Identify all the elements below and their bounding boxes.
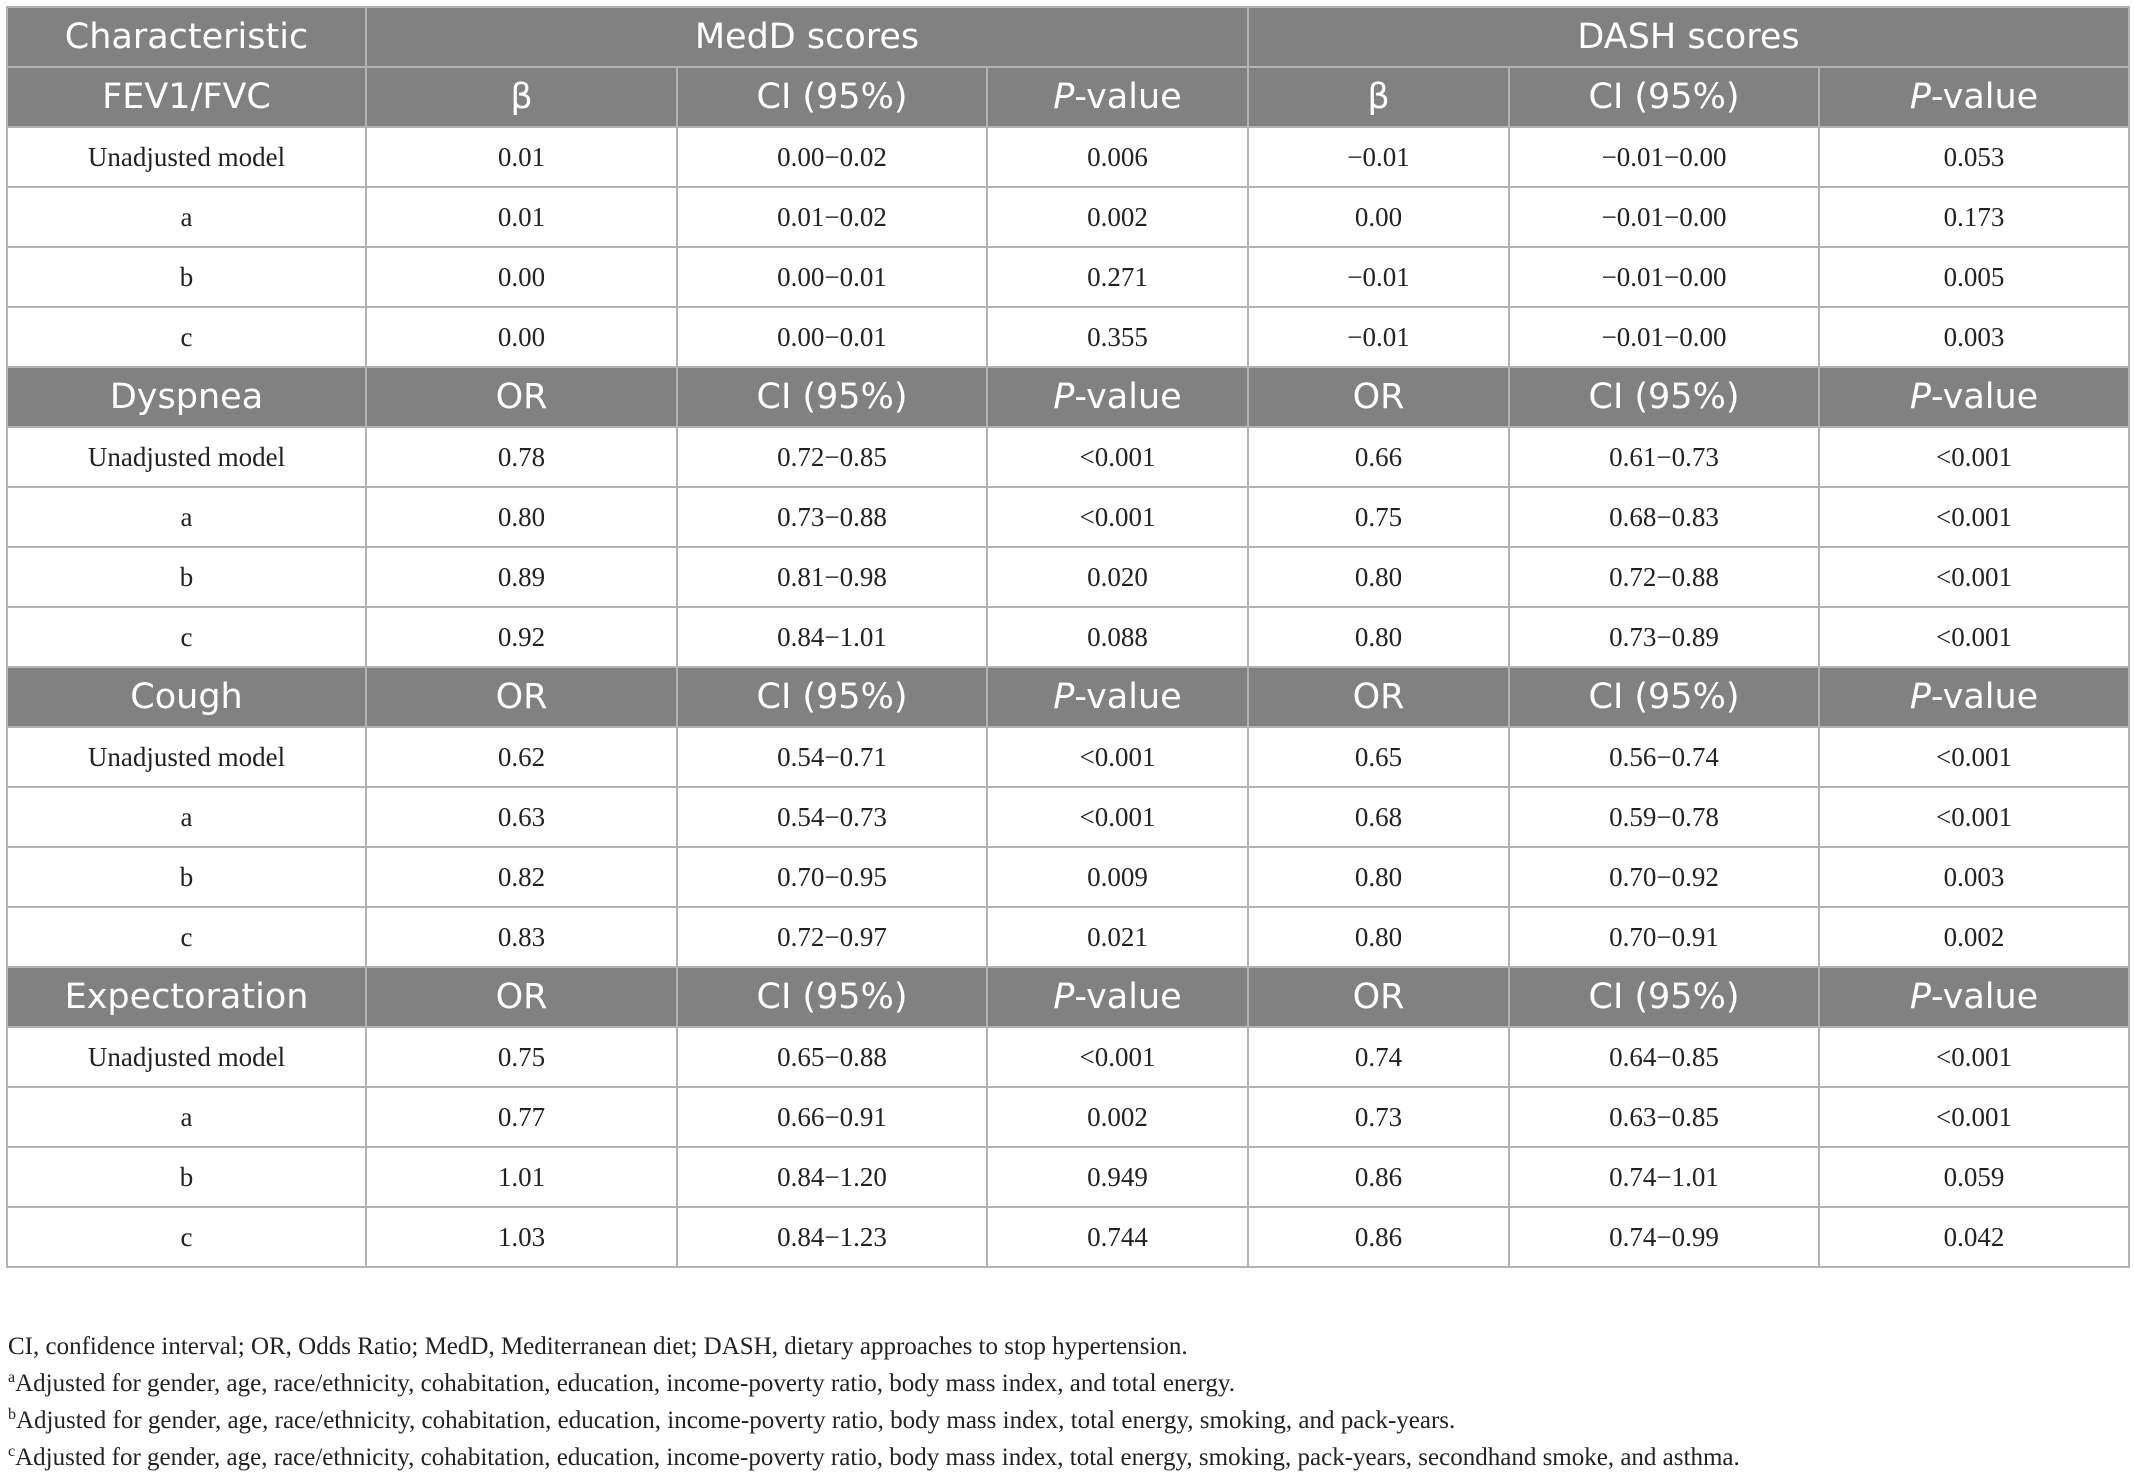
table-row — [7, 1087, 2129, 1147]
dash-ci: 0.68−0.83 — [1509, 487, 1819, 547]
dash-pvalue: 0.002 — [1819, 907, 2129, 967]
medd-pvalue-header — [987, 667, 1248, 727]
dash-estimate: 0.86 — [1248, 1147, 1509, 1207]
medd-ci: 0.84−1.23 — [677, 1207, 987, 1267]
dash-pvalue: 0.059 — [1819, 1147, 2129, 1207]
table-row — [7, 187, 2129, 247]
medd-ci: 0.84−1.20 — [677, 1147, 987, 1207]
p-letter: P — [1909, 77, 1931, 117]
footnote-mark: c — [8, 1443, 16, 1460]
footnote — [8, 1328, 2118, 1365]
medd-estimate: 0.00 — [366, 247, 677, 307]
dash-estimate: 0.66 — [1248, 427, 1509, 487]
medd-estimate: 0.01 — [366, 127, 677, 187]
dash-estimate: 0.74 — [1248, 1027, 1509, 1087]
medd-estimate: 0.78 — [366, 427, 677, 487]
medd-ci: 0.66−0.91 — [677, 1087, 987, 1147]
dash-ci: 0.59−0.78 — [1509, 787, 1819, 847]
footnote — [8, 1365, 2118, 1402]
footnote-text: Adjusted for gender, age, race/ethnicity, cohabitation, education, income-poverty ratio, body mass index, total energy, smoking, and pack-years. — [16, 1407, 1456, 1434]
medd-pvalue: 0.355 — [987, 307, 1248, 367]
dash-effect-header: OR — [1248, 967, 1509, 1027]
medd-pvalue: 0.006 — [987, 127, 1248, 187]
p-letter: P — [1909, 677, 1931, 717]
medd-estimate: 0.80 — [366, 487, 677, 547]
medd-pvalue: 0.002 — [987, 187, 1248, 247]
p-suffix: -value — [1074, 77, 1182, 117]
p-letter: P — [1053, 77, 1075, 117]
dash-ci: 0.74−1.01 — [1509, 1147, 1819, 1207]
dash-pvalue-header — [1819, 667, 2129, 727]
section-label: Expectoration — [7, 967, 366, 1027]
p-letter: P — [1909, 377, 1931, 417]
dash-ci: 0.70−0.91 — [1509, 907, 1819, 967]
table-row — [7, 1207, 2129, 1267]
p-suffix: -value — [1930, 677, 2039, 717]
dash-pvalue: <0.001 — [1819, 487, 2129, 547]
model-label: a — [7, 487, 366, 547]
medd-pvalue: 0.021 — [987, 907, 1248, 967]
dash-estimate: −0.01 — [1248, 307, 1509, 367]
footnote-mark: a — [8, 1369, 16, 1386]
medd-effect-header: OR — [366, 667, 677, 727]
dash-pvalue: <0.001 — [1819, 1027, 2129, 1087]
medd-ci-header: CI (95%) — [677, 67, 987, 127]
medd-ci: 0.73−0.88 — [677, 487, 987, 547]
table-row — [7, 787, 2129, 847]
table-row — [7, 487, 2129, 547]
footnote — [8, 1439, 2118, 1476]
medd-pvalue: 0.088 — [987, 607, 1248, 667]
dash-pvalue: <0.001 — [1819, 787, 2129, 847]
dash-estimate: 0.65 — [1248, 727, 1509, 787]
medd-estimate: 0.92 — [366, 607, 677, 667]
section-label: Cough — [7, 667, 366, 727]
dash-pvalue: 0.042 — [1819, 1207, 2129, 1267]
model-label: b — [7, 547, 366, 607]
medd-estimate: 0.00 — [366, 307, 677, 367]
section-header-row — [7, 967, 2129, 1027]
medd-pvalue: <0.001 — [987, 487, 1248, 547]
medd-ci: 0.00−0.02 — [677, 127, 987, 187]
medd-estimate: 0.75 — [366, 1027, 677, 1087]
dash-ci: −0.01−0.00 — [1509, 247, 1819, 307]
dash-estimate: 0.86 — [1248, 1207, 1509, 1267]
table-row — [7, 247, 2129, 307]
dash-ci: 0.70−0.92 — [1509, 847, 1819, 907]
medd-ci: 0.00−0.01 — [677, 307, 987, 367]
header-characteristic: Characteristic — [7, 7, 366, 67]
dash-pvalue: <0.001 — [1819, 607, 2129, 667]
header-dash-scores: DASH scores — [1248, 7, 2129, 67]
dash-estimate: 0.80 — [1248, 847, 1509, 907]
model-label: Unadjusted model — [7, 1027, 366, 1087]
medd-estimate: 0.89 — [366, 547, 677, 607]
table-row — [7, 907, 2129, 967]
table-row — [7, 1027, 2129, 1087]
medd-ci: 0.81−0.98 — [677, 547, 987, 607]
medd-pvalue: 0.009 — [987, 847, 1248, 907]
dash-pvalue: 0.005 — [1819, 247, 2129, 307]
medd-pvalue: 0.744 — [987, 1207, 1248, 1267]
medd-ci: 0.84−1.01 — [677, 607, 987, 667]
model-label: b — [7, 247, 366, 307]
section-header-row — [7, 667, 2129, 727]
table-row — [7, 727, 2129, 787]
dash-pvalue: 0.003 — [1819, 847, 2129, 907]
dash-estimate: 0.80 — [1248, 607, 1509, 667]
medd-ci: 0.54−0.73 — [677, 787, 987, 847]
dash-estimate: 0.68 — [1248, 787, 1509, 847]
medd-pvalue-header — [987, 967, 1248, 1027]
section-header-row — [7, 67, 2129, 127]
medd-pvalue: <0.001 — [987, 1027, 1248, 1087]
dash-estimate: 0.73 — [1248, 1087, 1509, 1147]
model-label: a — [7, 1087, 366, 1147]
model-label: c — [7, 307, 366, 367]
section-label: FEV1/FVC — [7, 67, 366, 127]
footnote — [8, 1402, 2118, 1439]
footnote-text: Adjusted for gender, age, race/ethnicity, cohabitation, education, income-poverty ratio, body mass index, and total energy. — [15, 1370, 1236, 1397]
medd-ci: 0.72−0.85 — [677, 427, 987, 487]
p-letter: P — [1053, 977, 1075, 1017]
medd-effect-header: OR — [366, 967, 677, 1027]
medd-pvalue: <0.001 — [987, 787, 1248, 847]
medd-estimate: 1.03 — [366, 1207, 677, 1267]
model-label: Unadjusted model — [7, 727, 366, 787]
dash-pvalue: <0.001 — [1819, 427, 2129, 487]
model-label: c — [7, 1207, 366, 1267]
medd-estimate: 0.83 — [366, 907, 677, 967]
p-letter: P — [1053, 377, 1075, 417]
model-label: Unadjusted model — [7, 427, 366, 487]
dash-ci-header: CI (95%) — [1509, 667, 1819, 727]
dash-estimate: −0.01 — [1248, 127, 1509, 187]
medd-ci: 0.54−0.71 — [677, 727, 987, 787]
dash-ci: 0.64−0.85 — [1509, 1027, 1819, 1087]
dash-ci: −0.01−0.00 — [1509, 187, 1819, 247]
medd-pvalue: 0.271 — [987, 247, 1248, 307]
dash-estimate: 0.75 — [1248, 487, 1509, 547]
table-row — [7, 847, 2129, 907]
dash-pvalue: 0.053 — [1819, 127, 2129, 187]
table-row — [7, 427, 2129, 487]
dash-pvalue-header — [1819, 67, 2129, 127]
dash-ci: 0.74−0.99 — [1509, 1207, 1819, 1267]
medd-ci: 0.70−0.95 — [677, 847, 987, 907]
dash-ci: 0.61−0.73 — [1509, 427, 1819, 487]
footnote-text: CI, confidence interval; OR, Odds Ratio; MedD, Mediterranean diet; DASH, dietary approaches to stop hypertension. — [8, 1333, 1188, 1360]
medd-estimate: 0.77 — [366, 1087, 677, 1147]
medd-pvalue: 0.020 — [987, 547, 1248, 607]
medd-estimate: 0.01 — [366, 187, 677, 247]
p-suffix: -value — [1074, 377, 1182, 417]
table-row — [7, 127, 2129, 187]
medd-ci: 0.00−0.01 — [677, 247, 987, 307]
model-label: a — [7, 187, 366, 247]
table-top-header — [7, 7, 2129, 67]
medd-pvalue: <0.001 — [987, 727, 1248, 787]
p-suffix: -value — [1930, 377, 2039, 417]
dash-ci: −0.01−0.00 — [1509, 307, 1819, 367]
table-row — [7, 1147, 2129, 1207]
dash-ci: 0.73−0.89 — [1509, 607, 1819, 667]
table-footnotes — [8, 1328, 2118, 1476]
dash-estimate: −0.01 — [1248, 247, 1509, 307]
model-label: b — [7, 847, 366, 907]
results-table — [6, 6, 2130, 1268]
model-label: c — [7, 907, 366, 967]
dash-ci: 0.56−0.74 — [1509, 727, 1819, 787]
medd-effect-header: OR — [366, 367, 677, 427]
p-letter: P — [1053, 677, 1075, 717]
dash-ci-header: CI (95%) — [1509, 67, 1819, 127]
dash-ci-header: CI (95%) — [1509, 967, 1819, 1027]
medd-estimate: 0.63 — [366, 787, 677, 847]
dash-pvalue-header — [1819, 367, 2129, 427]
dash-pvalue: <0.001 — [1819, 727, 2129, 787]
medd-ci-header: CI (95%) — [677, 667, 987, 727]
medd-estimate: 1.01 — [366, 1147, 677, 1207]
model-label: a — [7, 787, 366, 847]
dash-ci: 0.72−0.88 — [1509, 547, 1819, 607]
dash-effect-header: β — [1248, 67, 1509, 127]
dash-ci: −0.01−0.00 — [1509, 127, 1819, 187]
footnote-text: Adjusted for gender, age, race/ethnicity, cohabitation, education, income-poverty ratio, body mass index, total energy, smoking, pack-years, secondhand smoke, and asthma. — [15, 1444, 1740, 1471]
model-label: c — [7, 607, 366, 667]
p-suffix: -value — [1930, 77, 2039, 117]
dash-pvalue: <0.001 — [1819, 547, 2129, 607]
dash-estimate: 0.80 — [1248, 907, 1509, 967]
header-medd-scores: MedD scores — [366, 7, 1248, 67]
footnote-mark: b — [8, 1406, 16, 1423]
medd-pvalue: 0.949 — [987, 1147, 1248, 1207]
table-row — [7, 607, 2129, 667]
medd-pvalue: 0.002 — [987, 1087, 1248, 1147]
dash-pvalue: 0.003 — [1819, 307, 2129, 367]
medd-ci-header: CI (95%) — [677, 967, 987, 1027]
dash-ci-header: CI (95%) — [1509, 367, 1819, 427]
dash-pvalue: 0.173 — [1819, 187, 2129, 247]
p-suffix: -value — [1930, 977, 2039, 1017]
medd-ci-header: CI (95%) — [677, 367, 987, 427]
medd-effect-header: β — [366, 67, 677, 127]
medd-ci: 0.01−0.02 — [677, 187, 987, 247]
dash-pvalue: <0.001 — [1819, 1087, 2129, 1147]
medd-estimate: 0.82 — [366, 847, 677, 907]
dash-pvalue-header — [1819, 967, 2129, 1027]
p-suffix: -value — [1074, 677, 1182, 717]
model-label: Unadjusted model — [7, 127, 366, 187]
table-row — [7, 547, 2129, 607]
medd-pvalue-header — [987, 367, 1248, 427]
p-suffix: -value — [1074, 977, 1182, 1017]
p-letter: P — [1909, 977, 1931, 1017]
dash-estimate: 0.80 — [1248, 547, 1509, 607]
medd-pvalue-header — [987, 67, 1248, 127]
dash-ci: 0.63−0.85 — [1509, 1087, 1819, 1147]
medd-pvalue: <0.001 — [987, 427, 1248, 487]
section-header-row — [7, 367, 2129, 427]
dash-effect-header: OR — [1248, 667, 1509, 727]
medd-ci: 0.65−0.88 — [677, 1027, 987, 1087]
section-label: Dyspnea — [7, 367, 366, 427]
dash-effect-header: OR — [1248, 367, 1509, 427]
model-label: b — [7, 1147, 366, 1207]
medd-ci: 0.72−0.97 — [677, 907, 987, 967]
medd-estimate: 0.62 — [366, 727, 677, 787]
dash-estimate: 0.00 — [1248, 187, 1509, 247]
table-row — [7, 307, 2129, 367]
